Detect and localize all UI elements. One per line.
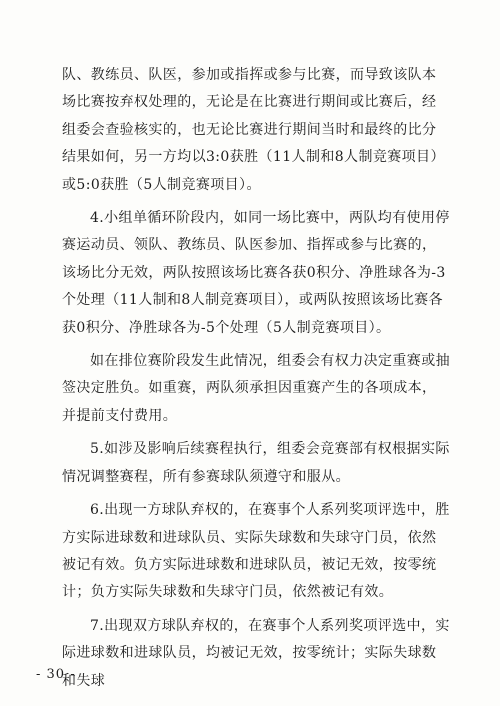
paragraph-rule-6: 6.出现一方球队弃权的，在赛事个人系列奖项评选中，胜方实际进球数和进球队员、实际失球数和失球守门员，依然被记有效。负方实际进球数和进球队员，被记无效，按零统计；负方实际失球数和失球守门员，依然被记有效。 [62,502,450,601]
paragraph-rule-4: 4.小组单循环阶段内，如同一场比赛中，两队均有使用停赛运动员、领队、教练员、队医参加、指挥或参与比赛的，该场比分无效，两队按照该场比赛各获0积分、净胜球各为-3个处理（11人制和8人制竞赛项目），或两队按照该场比赛各获0积分、净胜球各为-5个处理（5人制竞赛项目）。 [62,210,450,336]
document-body [62,62,450,695]
paragraph-forfeit-continuation: 队、教练员、队医，参加或指挥或参与比赛，而导致该队本场比赛按弃权处理的，无论是在比赛进行期间或比赛后，经组委会查验核实的，也无论比赛进行期间当时和最终的比分结果如何，另一方均以3:0获胜（11人制和8人制竞赛项目）或5:0获胜（5人制竞赛项目）。 [62,67,445,193]
paragraph-ranking-stage: 如在排位赛阶段发生此情况，组委会有权力决定重赛或抽签决定胜负。如重赛，两队须承担因重赛产生的各项成本，并提前支付费用。 [62,353,450,424]
paragraph-rule-7: 7.出现双方球队弃权的，在赛事个人系列奖项评选中，实际进球数和进球队员，均被记无效，按零统计；实际失球数和失球 [62,617,450,689]
page-number: - 30 - [36,667,76,682]
paragraph-rule-5: 5.如涉及影响后续赛程执行，组委会竞赛部有权根据实际情况调整赛程，所有参赛球队须遵守和服从。 [62,441,450,485]
